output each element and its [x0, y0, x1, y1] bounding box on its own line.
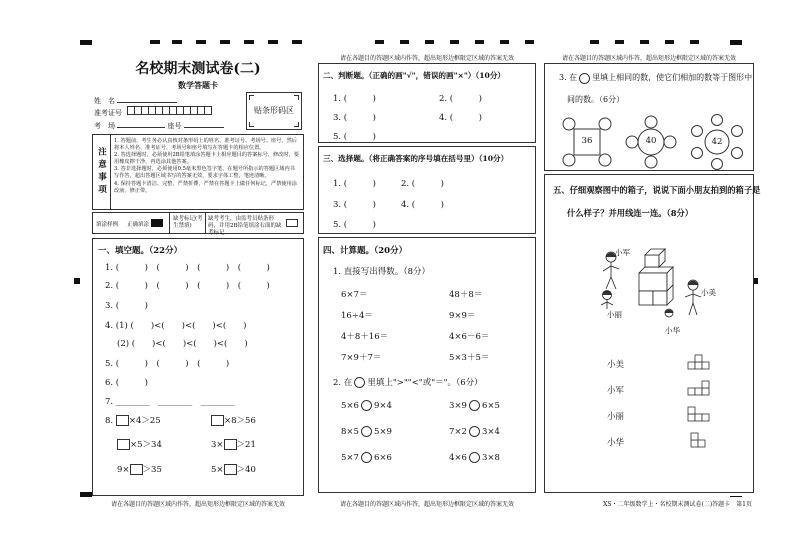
- compare-item: 3×9 6×5: [449, 401, 500, 411]
- barcode-area: [246, 92, 302, 130]
- bottom-notice: 请在各题目的答题区域内作答，超出矩形边框限定区域的答案无效: [339, 501, 514, 508]
- section1-box: [92, 238, 304, 496]
- barcode-label: 贴条形码区: [254, 106, 294, 115]
- answer-square[interactable]: [130, 464, 143, 475]
- calc-item[interactable]: 6×7＝: [341, 290, 368, 300]
- circle-icon: [579, 73, 590, 84]
- ring-center-1: 36: [581, 136, 593, 146]
- judge-1[interactable]: 1. ( ): [333, 94, 376, 104]
- compare-item: 5×7 6×6: [341, 453, 392, 463]
- q8-row-1b: ×8＞56: [211, 414, 256, 426]
- section2-box: [318, 63, 536, 143]
- match-name[interactable]: 小军: [607, 386, 625, 396]
- compare-item: 4×6 3×8: [449, 453, 500, 463]
- alignment-mark: [80, 40, 92, 45]
- section4-box: [318, 237, 536, 493]
- note-item: 3. 答非选择题时，必须使用0.5毫米黑色签字笔，在题号所指示的答题区域内书写作答，超出答题区域书写的答案无效，要求字体工整，笔迹清晰。: [114, 166, 295, 180]
- filled-sample: [151, 219, 163, 227]
- exam-id-label: 准考证号: [94, 109, 122, 117]
- compare-circle[interactable]: [361, 426, 372, 437]
- answer-square[interactable]: [224, 464, 237, 475]
- choose-5[interactable]: 5. ( ): [333, 220, 376, 230]
- compare-circle[interactable]: [469, 426, 480, 437]
- top-notice: 请在各题目的答题区域内作答，超出矩形边框限定区域的答案无效: [339, 55, 514, 62]
- alignment-mark: [80, 492, 92, 497]
- calc-item[interactable]: 5×3＋5＝: [449, 353, 490, 363]
- view-shape-2[interactable]: [687, 379, 711, 397]
- kid-label-xiaoli: 小丽: [607, 310, 622, 319]
- alignment-mark: [74, 278, 80, 284]
- q3-instructions: 3. 在 里填上相同的数，使它们相加的数等于图形中: [559, 73, 753, 82]
- choose-2[interactable]: 2. ( ): [401, 179, 444, 189]
- kid-label-xiaohua: 小华: [665, 326, 680, 335]
- seat-field[interactable]: [184, 119, 224, 128]
- circle-icon: [354, 377, 365, 388]
- q8-row-1: 8. ×4＞25: [105, 416, 161, 426]
- calc-item[interactable]: 16÷4＝: [341, 311, 373, 321]
- q3-box: [544, 63, 754, 171]
- compare-circle[interactable]: [361, 452, 372, 463]
- ring-center-2: 40: [645, 136, 657, 146]
- answer-square[interactable]: [116, 415, 129, 426]
- section5-title-line2: 什么样子？并用线连一连。（8分）: [567, 208, 694, 218]
- compare-instructions: 2. 在 里填上">""<"或"＝"。（6分）: [333, 378, 483, 388]
- fill-row-7[interactable]: 7. ________ ________ ________: [105, 397, 235, 407]
- view-shape-3[interactable]: [687, 405, 711, 423]
- ring-center-3: 42: [711, 137, 723, 147]
- answer-column-1: [92, 50, 304, 508]
- choose-3[interactable]: 3. ( ): [333, 200, 376, 210]
- kid-label-xiaomei: 小美: [701, 288, 716, 297]
- compare-circle[interactable]: [469, 400, 480, 411]
- fill-row-2[interactable]: 2. ( ) ( ) ( ) ( ): [105, 281, 270, 291]
- view-shape-1[interactable]: [687, 353, 711, 371]
- notes-box: [92, 134, 304, 210]
- judge-3[interactable]: 3. ( ): [333, 113, 376, 123]
- q8-row-2: ×5＞34: [117, 438, 162, 450]
- top-notice: 请在各题目的答题区域内作答，超出矩形边框限定区域的答案无效: [561, 55, 736, 62]
- seat-label: 座号: [167, 122, 182, 130]
- fill-row-4[interactable]: 4. (1) ( )<( )<( )<( ): [105, 321, 247, 331]
- fill-row-6[interactable]: 6. ( ): [105, 378, 148, 388]
- section5-box: [544, 174, 761, 493]
- answer-square[interactable]: [224, 439, 237, 450]
- q3-instructions-line2: 间的数。（6分）: [567, 95, 625, 104]
- fill-row-3[interactable]: 3. ( ): [105, 301, 148, 311]
- fill-example-label: 填涂样例: [96, 222, 119, 228]
- fill-row-4b[interactable]: (2) ( )<( )<( )<( ): [117, 339, 248, 349]
- calc-item[interactable]: 48＋8＝: [449, 290, 483, 300]
- room-seat-row: [94, 119, 224, 131]
- room-label: 考 场: [94, 122, 115, 130]
- choose-1[interactable]: 1. ( ): [333, 179, 376, 189]
- notes-label: 注意事项: [93, 135, 111, 209]
- card-subtitle: 数学答题卡: [178, 80, 218, 90]
- calc-item[interactable]: 9×9＝: [449, 311, 476, 321]
- absent-mark-label: 缺考标记(考生禁填): [173, 216, 203, 229]
- compare-item: 8×5 5×9: [341, 427, 392, 437]
- fill-example-box: [92, 212, 304, 234]
- absent-mark-box[interactable]: [286, 219, 298, 227]
- section3-box: [318, 146, 536, 234]
- kid-label-xiaojun: 小军: [615, 248, 630, 257]
- compare-item: 7×2 3×4: [449, 427, 500, 437]
- calc-item[interactable]: 4＋8＋16＝: [341, 332, 389, 342]
- page-footer: XS・二年级数学上・名校期末测试卷(二)答题卡 第1页: [603, 501, 752, 508]
- judge-4[interactable]: 4. ( ): [439, 113, 482, 123]
- note-item: 4. 保持答题卡清洁、完整，严禁折叠，严禁在答题卡上做任何标记，严禁使用涂改液、修正带。: [114, 180, 297, 194]
- exam-id-row: [94, 106, 212, 118]
- calc-instructions: 1. 直接写出得数。（8分）: [333, 267, 430, 277]
- q8-row-3: 9× ＞35: [117, 465, 162, 475]
- answer-square[interactable]: [117, 439, 130, 450]
- exam-id-grid[interactable]: [128, 109, 212, 117]
- alignment-mark: [730, 40, 742, 45]
- absent-note: 缺考考生，由监考员贴条形码，并用2B铅笔填涂右面的缺考标记: [208, 216, 282, 236]
- compare-circle[interactable]: [361, 400, 372, 411]
- card-title: 名校期末测试卷(二): [135, 61, 261, 77]
- answer-column-2: [318, 50, 536, 508]
- compare-circle[interactable]: [469, 452, 480, 463]
- judge-5[interactable]: 5. ( ): [333, 132, 376, 142]
- view-shape-4[interactable]: [687, 431, 711, 449]
- calc-item[interactable]: 4×6－6＝: [449, 332, 490, 342]
- note-item: 1. 答题前，考生务必认真核对条形码上的姓名、准考证号、考场号、座号，然后将本人姓名、准考证号、考场号和座号填写在答题卡的相应位置。: [114, 138, 297, 152]
- calc-item[interactable]: 7×9＋7＝: [341, 353, 382, 363]
- answer-column-3: [544, 50, 761, 508]
- name-row: [94, 94, 177, 106]
- section1-title: 一、填空题。（22分）: [98, 246, 183, 256]
- fill-row-1[interactable]: 1. ( ) ( ) ( ) ( ): [105, 263, 270, 273]
- match-name[interactable]: 小华: [607, 438, 625, 448]
- match-name[interactable]: 小美: [607, 360, 625, 370]
- name-label: 姓 名: [94, 97, 115, 105]
- q8-row-3b: 5× ＞40: [211, 465, 256, 475]
- section2-title: 二、判断题。（正确的画"√"，错误的画"×"）（10分）: [323, 71, 506, 80]
- note-item: 2. 答选择题时，必须使用2B铅笔填涂答题卡上相应题目的答案标号，修改时，要用橡皮擦干净，再选涂其他答案。: [114, 152, 299, 166]
- room-field[interactable]: [117, 119, 165, 128]
- match-name[interactable]: 小丽: [607, 412, 625, 422]
- section4-title: 四、计算题。（20分）: [323, 246, 408, 256]
- section5-title: 五、仔细观察图中的箱子，说说下面小朋友拍到的箱子是: [553, 185, 761, 195]
- bottom-notice: 请在各题目的答题区域内作答，超出矩形边框限定区域的答案无效: [110, 501, 285, 508]
- compare-item: 5×6 9×4: [341, 401, 392, 411]
- name-field[interactable]: [117, 94, 177, 103]
- q8-row-2b: 3× ＞21: [211, 440, 256, 450]
- correct-fill-label: 正确填涂: [127, 222, 150, 228]
- fill-row-5[interactable]: 5. ( ) ( ) ( ): [105, 359, 230, 369]
- section3-title: 三、选择题。（将正确答案的序号填在括号里）（10分）: [323, 154, 509, 163]
- answer-square[interactable]: [211, 415, 224, 426]
- choose-4[interactable]: 4. ( ): [401, 200, 444, 210]
- judge-2[interactable]: 2. ( ): [439, 94, 482, 104]
